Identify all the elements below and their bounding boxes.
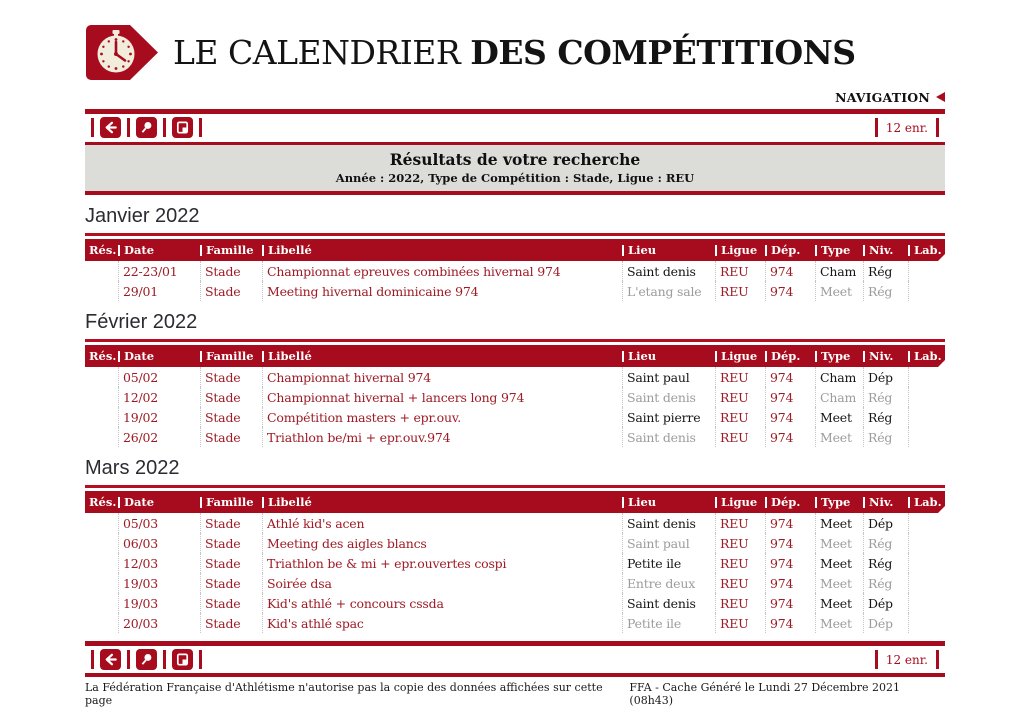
- cell-niveau: Rég: [863, 533, 908, 553]
- cell-type: Cham: [815, 367, 863, 387]
- table-row: [85, 261, 945, 281]
- cell-famille: Stade: [200, 387, 262, 407]
- cell-resultats: [85, 533, 118, 553]
- cell-type: Meet: [815, 573, 863, 593]
- cell-resultats: [85, 613, 118, 633]
- cell-ligue: REU: [715, 261, 765, 281]
- cell-libelle-link[interactable]: Championnat hivernal + lancers long 974: [262, 387, 622, 407]
- cell-famille: Stade: [200, 593, 262, 613]
- column-header: Libellé: [262, 239, 622, 261]
- cell-label: [908, 593, 945, 613]
- cell-famille: Stade: [200, 513, 262, 533]
- toolbar-divider: [936, 118, 939, 137]
- cell-ligue: REU: [715, 281, 765, 301]
- cell-type: Cham: [815, 387, 863, 407]
- cell-famille: Stade: [200, 261, 262, 281]
- back-icon: [103, 120, 118, 135]
- column-header: Dép.: [765, 345, 815, 367]
- cell-libelle-link[interactable]: Meeting des aigles blancs: [262, 533, 622, 553]
- cell-niveau: Rég: [863, 261, 908, 281]
- table-row: [85, 367, 945, 387]
- month-section: [85, 205, 945, 301]
- cell-lieu: Saint denis: [622, 387, 715, 407]
- column-header: Type: [815, 239, 863, 261]
- cell-label: [908, 261, 945, 281]
- cell-lieu: Saint denis: [622, 513, 715, 533]
- search-icon: [139, 652, 154, 667]
- column-header: Ligue: [715, 239, 765, 261]
- cell-famille: Stade: [200, 281, 262, 301]
- toolbar-divider: [127, 118, 130, 137]
- table-body: [85, 261, 945, 301]
- month-title: Janvier 2022: [85, 205, 200, 227]
- cell-date: 22-23/01: [118, 261, 200, 281]
- column-header: Ligue: [715, 491, 765, 513]
- cell-departement: 974: [765, 573, 815, 593]
- cell-departement: 974: [765, 427, 815, 447]
- table-body: [85, 367, 945, 447]
- cell-ligue: REU: [715, 533, 765, 553]
- column-header: Lab.: [908, 345, 945, 367]
- record-count: 12 enr.: [885, 120, 928, 135]
- page-title: [173, 33, 856, 72]
- cell-lieu: Saint denis: [622, 427, 715, 447]
- cell-departement: 974: [765, 281, 815, 301]
- left-triangle-icon: [936, 92, 945, 102]
- cell-label: [908, 427, 945, 447]
- cell-libelle-link[interactable]: Meeting hivernal dominicaine 974: [262, 281, 622, 301]
- back-icon: [103, 652, 118, 667]
- month-underline: [85, 339, 945, 342]
- column-header: Rés.: [89, 495, 117, 509]
- cell-ligue: REU: [715, 593, 765, 613]
- cell-libelle-link[interactable]: Championnat epreuves combinées hivernal 974: [262, 261, 622, 281]
- table-row: [85, 407, 945, 427]
- cell-resultats: [85, 281, 118, 301]
- cell-resultats: [85, 427, 118, 447]
- column-header: Famille: [200, 239, 262, 261]
- cell-libelle-link[interactable]: Kid's athlé + concours cssda: [262, 593, 622, 613]
- cell-famille: Stade: [200, 613, 262, 633]
- print-icon: [175, 652, 190, 667]
- cell-famille: Stade: [200, 407, 262, 427]
- cell-date: 20/03: [118, 613, 200, 633]
- column-header: Famille: [200, 345, 262, 367]
- search-button[interactable]: [136, 649, 157, 670]
- column-header: Rés.: [89, 243, 117, 257]
- cell-famille: Stade: [200, 533, 262, 553]
- table-header-row: [85, 239, 945, 261]
- cell-departement: 974: [765, 407, 815, 427]
- column-header: Date: [118, 345, 200, 367]
- toolbar-divider: [163, 118, 166, 137]
- cell-niveau: Rég: [863, 427, 908, 447]
- cell-departement: 974: [765, 261, 815, 281]
- cell-libelle-link[interactable]: Triathlon be & mi + epr.ouvertes cospi: [262, 553, 622, 573]
- column-header: Libellé: [262, 491, 622, 513]
- column-header: Lieu: [622, 239, 715, 261]
- toolbar-divider: [127, 650, 130, 669]
- print-icon: [175, 120, 190, 135]
- cell-date: 26/02: [118, 427, 200, 447]
- cell-type: Meet: [815, 427, 863, 447]
- stopwatch-icon: [85, 23, 159, 82]
- competitions-table: [85, 239, 945, 301]
- table-row: [85, 427, 945, 447]
- cell-ligue: REU: [715, 513, 765, 533]
- record-count: 12 enr.: [885, 652, 928, 667]
- back-button[interactable]: [100, 117, 121, 138]
- column-header: Lab.: [908, 239, 945, 261]
- cell-type: Meet: [815, 613, 863, 633]
- column-header: Libellé: [262, 345, 622, 367]
- print-button[interactable]: [172, 649, 193, 670]
- page-title-light: LE CALENDRIER: [173, 32, 461, 72]
- toolbar-bottom-bar: [85, 673, 945, 677]
- cell-niveau: Dép: [863, 513, 908, 533]
- toolbar-divider: [91, 118, 94, 137]
- cell-departement: 974: [765, 513, 815, 533]
- cell-ligue: REU: [715, 407, 765, 427]
- column-header: Lieu: [622, 345, 715, 367]
- cell-resultats: [85, 553, 118, 573]
- navigation-label: NAVIGATION: [835, 89, 930, 105]
- cell-ligue: REU: [715, 553, 765, 573]
- competitions-table: [85, 491, 945, 633]
- cell-famille: Stade: [200, 427, 262, 447]
- competitions-table: [85, 345, 945, 447]
- cell-date: 12/03: [118, 553, 200, 573]
- column-header: Niv.: [863, 239, 908, 261]
- toolbar-divider: [91, 650, 94, 669]
- print-button[interactable]: [172, 117, 193, 138]
- cell-type: Meet: [815, 407, 863, 427]
- cell-departement: 974: [765, 593, 815, 613]
- cell-lieu: Saint paul: [622, 533, 715, 553]
- cell-niveau: Dép: [863, 613, 908, 633]
- table-row: [85, 553, 945, 573]
- cell-date: 19/02: [118, 407, 200, 427]
- cell-famille: Stade: [200, 553, 262, 573]
- cell-libelle-link[interactable]: Triathlon be/mi + epr.ouv.974: [262, 427, 622, 447]
- cell-libelle-link[interactable]: Kid's athlé spac: [262, 613, 622, 633]
- cell-resultats: [85, 367, 118, 387]
- table-header-row: [85, 345, 945, 367]
- cell-famille: Stade: [200, 573, 262, 593]
- cell-lieu: Saint pierre: [622, 407, 715, 427]
- column-header: Famille: [200, 491, 262, 513]
- column-header: Lab.: [908, 491, 945, 513]
- cell-ligue: REU: [715, 573, 765, 593]
- cell-departement: 974: [765, 553, 815, 573]
- cell-niveau: Rég: [863, 553, 908, 573]
- cell-libelle-link[interactable]: Compétition masters + epr.ouv.: [262, 407, 622, 427]
- search-button[interactable]: [136, 117, 157, 138]
- cell-label: [908, 281, 945, 301]
- search-icon: [139, 120, 154, 135]
- cell-type: Meet: [815, 593, 863, 613]
- cell-libelle-link[interactable]: Championnat hivernal 974: [262, 367, 622, 387]
- cell-niveau: Rég: [863, 407, 908, 427]
- table-row: [85, 387, 945, 407]
- column-header: Type: [815, 345, 863, 367]
- cell-label: [908, 553, 945, 573]
- cell-resultats: [85, 593, 118, 613]
- cell-date: 06/03: [118, 533, 200, 553]
- cell-date: 19/03: [118, 573, 200, 593]
- cell-ligue: REU: [715, 367, 765, 387]
- column-header: Dép.: [765, 491, 815, 513]
- column-header: Niv.: [863, 491, 908, 513]
- cell-type: Meet: [815, 553, 863, 573]
- cell-lieu: Saint denis: [622, 261, 715, 281]
- column-header: Date: [118, 239, 200, 261]
- cell-lieu: Entre deux: [622, 573, 715, 593]
- bottom-toolbar: [85, 641, 945, 677]
- table-row: [85, 573, 945, 593]
- month-title: Février 2022: [85, 311, 198, 333]
- cell-type: Meet: [815, 533, 863, 553]
- back-button[interactable]: [100, 649, 121, 670]
- cell-resultats: [85, 261, 118, 281]
- cell-resultats: [85, 387, 118, 407]
- toolbar-divider: [875, 118, 878, 137]
- column-header: Date: [118, 491, 200, 513]
- footer-copyright: La Fédération Française d'Athlétisme n'autorise pas la copie des données affichées sur cette page: [85, 681, 603, 707]
- cell-famille: Stade: [200, 367, 262, 387]
- cell-resultats: [85, 407, 118, 427]
- cell-date: 19/03: [118, 593, 200, 613]
- cell-lieu: L'etang sale: [622, 281, 715, 301]
- cell-lieu: Petite ile: [622, 553, 715, 573]
- cell-departement: 974: [765, 613, 815, 633]
- cell-libelle-link[interactable]: Athlé kid's acen: [262, 513, 622, 533]
- table-row: [85, 593, 945, 613]
- table-body: [85, 513, 945, 633]
- month-underline: [85, 233, 945, 236]
- months: [85, 205, 945, 633]
- cell-date: 29/01: [118, 281, 200, 301]
- cell-date: 05/03: [118, 513, 200, 533]
- cell-label: [908, 367, 945, 387]
- month-section: [85, 311, 945, 447]
- cell-departement: 974: [765, 533, 815, 553]
- toolbar-divider: [163, 650, 166, 669]
- cell-label: [908, 407, 945, 427]
- navigation-link[interactable]: [85, 89, 945, 105]
- results-subtitle: Année : 2022, Type de Compétition : Stade, Ligue : REU: [335, 171, 695, 185]
- cell-label: [908, 513, 945, 533]
- results-title: Résultats de votre recherche: [389, 150, 641, 169]
- month-section: [85, 457, 945, 633]
- page-title-bold: DES COMPÉTITIONS: [470, 32, 856, 72]
- cell-date: 12/02: [118, 387, 200, 407]
- toolbar-divider: [199, 650, 202, 669]
- cell-niveau: Rég: [863, 573, 908, 593]
- page-footer: [85, 681, 945, 707]
- column-header: Type: [815, 491, 863, 513]
- cell-lieu: Saint paul: [622, 367, 715, 387]
- cell-resultats: [85, 513, 118, 533]
- page-header: [85, 22, 945, 82]
- month-underline: [85, 485, 945, 488]
- cell-ligue: REU: [715, 387, 765, 407]
- column-header: Rés.: [89, 349, 117, 363]
- cell-lieu: Saint denis: [622, 593, 715, 613]
- month-title: Mars 2022: [85, 457, 180, 479]
- toolbar-divider: [199, 118, 202, 137]
- column-header: Niv.: [863, 345, 908, 367]
- cell-ligue: REU: [715, 427, 765, 447]
- cell-date: 05/02: [118, 367, 200, 387]
- table-header-row: [85, 491, 945, 513]
- cell-niveau: Dép: [863, 367, 908, 387]
- column-header: Lieu: [622, 491, 715, 513]
- cell-type: Meet: [815, 513, 863, 533]
- cell-label: [908, 573, 945, 593]
- footer-cache-info: FFA - Cache Généré le Lundi 27 Décembre 2021 (08h43): [629, 681, 901, 707]
- cell-ligue: REU: [715, 613, 765, 633]
- table-row: [85, 281, 945, 301]
- table-row: [85, 613, 945, 633]
- cell-type: Cham: [815, 261, 863, 281]
- toolbar-divider: [875, 650, 878, 669]
- cell-label: [908, 613, 945, 633]
- cell-resultats: [85, 573, 118, 593]
- cell-niveau: Rég: [863, 281, 908, 301]
- cell-niveau: Dép: [863, 593, 908, 613]
- column-header: Dép.: [765, 239, 815, 261]
- top-toolbar: [85, 109, 945, 141]
- cell-niveau: Rég: [863, 387, 908, 407]
- cell-label: [908, 387, 945, 407]
- cell-libelle-link[interactable]: Soirée dsa: [262, 573, 622, 593]
- cell-label: [908, 533, 945, 553]
- toolbar-divider: [936, 650, 939, 669]
- table-row: [85, 513, 945, 533]
- column-header: Ligue: [715, 345, 765, 367]
- cell-departement: 974: [765, 367, 815, 387]
- cell-lieu: Petite ile: [622, 613, 715, 633]
- table-row: [85, 533, 945, 553]
- cell-type: Meet: [815, 281, 863, 301]
- cell-departement: 974: [765, 387, 815, 407]
- results-banner: [85, 142, 945, 195]
